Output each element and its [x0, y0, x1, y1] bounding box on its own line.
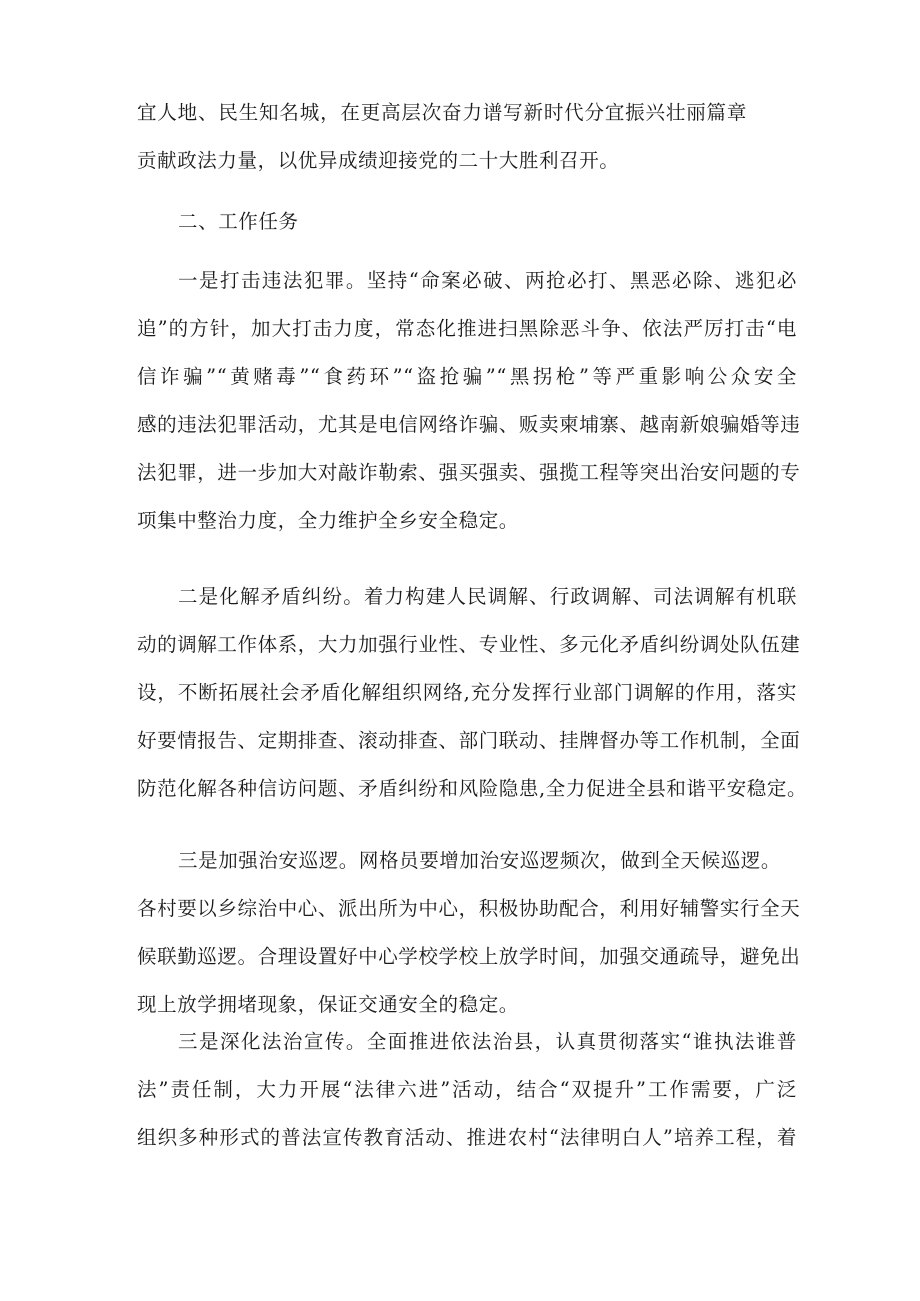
paragraph-legal-publicity — [137, 1027, 797, 1153]
text-line: 候联勤巡逻。合理设置好中心学校学校上放学时间，加强交通疏导，避免出 — [137, 945, 801, 968]
text-line: 一是打击违法犯罪。坚持“命案必破、两抢必打、黑恶必除、逃犯必 — [178, 269, 797, 292]
text-line: 信诈骗”“黄赌毒”“食药环”“盗抢骗”“黑拐枪”等严重影响公众安全 — [137, 365, 797, 388]
text-line: 防范化解各种信访问题、矛盾纠纷和风险隐患,全力促进全县和谐平安稳定。 — [137, 777, 808, 800]
text-line: 追”的方针，加大打击力度，常态化推进扫黑除恶斗争、依法严厉打击“电 — [137, 317, 797, 340]
paragraph-crime-fighting — [137, 266, 801, 536]
section-heading-text: 二、工作任务 — [178, 210, 299, 233]
text-line: 法犯罪，进一步加大对敲诈勒索、强买强卖、强揽工程等突出治安问题的专 — [137, 461, 801, 484]
text-line: 三是深化法治宣传。全面推进依法治县，认真贯彻落实“谁执法谁普 — [178, 1030, 797, 1053]
paragraph-security-patrol — [137, 846, 801, 1020]
text-line: 感的违法犯罪活动，尤其是电信网络诈骗、贩卖柬埔寨、越南新娘骗婚等违 — [137, 413, 801, 436]
text-line: 设，不断拓展社会矛盾化解组织网络,充分发挥行业部门调解的作用，落实 — [137, 681, 797, 704]
text-line: 好要情报告、定期排查、滚动排查、部门联动、挂牌督办等工作机制，全面 — [137, 729, 801, 752]
text-line: 各村要以乡综治中心、派出所为中心，积极协助配合，利用好辅警实行全天 — [137, 897, 801, 920]
text-line: 组织多种形式的普法宣传教育活动、推进农村“法律明白人”培养工程，着 — [137, 1126, 797, 1149]
text-line: 宜人地、民生知名城，在更高层次奋力谱写新时代分宜振兴壮丽篇章 — [137, 101, 747, 124]
text-line: 现上放学拥堵现象，保证交通安全的稳定。 — [137, 993, 519, 1016]
text-line: 二是化解矛盾纠纷。着力构建人民调解、行政调解、司法调解有机联 — [178, 585, 797, 608]
text-line: 项集中整治力度，全力维护全乡安全稳定。 — [137, 509, 519, 532]
text-line: 法”责任制，大力开展“法律六进”活动，结合“双提升”工作需要，广泛 — [137, 1078, 797, 1101]
intro-paragraph — [137, 98, 797, 176]
text-line: 动的调解工作体系，大力加强行业性、专业性、多元化矛盾纠纷调处队伍建 — [137, 633, 801, 656]
text-line: 贡献政法力量，以优异成绩迎接党的二十大胜利召开。 — [137, 149, 620, 172]
paragraph-dispute-resolution — [137, 582, 808, 804]
text-line: 三是加强治安巡逻。网格员要增加治安巡逻频次，做到全天候巡逻。 — [178, 849, 782, 872]
section-heading — [137, 207, 797, 237]
